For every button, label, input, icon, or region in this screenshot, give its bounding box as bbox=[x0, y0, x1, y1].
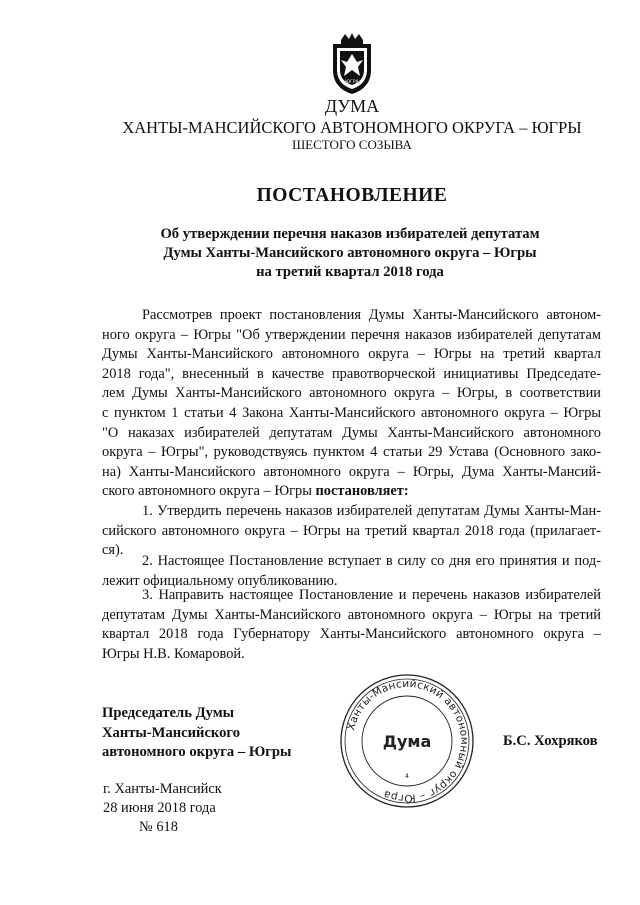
signatory-name: Б.С. Хохряков bbox=[503, 733, 598, 749]
subject-line: Об утверждении перечня наказов избирателей депутатам bbox=[160, 226, 540, 242]
place-of-issue: г. Ханты-Мансийск bbox=[103, 781, 222, 797]
text-line: 1. Утвердить перечень наказов избирателей депутатам Думы Ханты-Ман- bbox=[142, 503, 601, 519]
document-type: ПОСТАНОВЛЕНИЕ bbox=[256, 185, 448, 206]
resolution-item-3 bbox=[102, 586, 601, 664]
text-line: "О наказах избирателей депутатам Думы Ханты-Мансийского автономного bbox=[102, 424, 601, 441]
signatory-title-line: Ханты-Мансийского bbox=[102, 724, 240, 741]
preamble-paragraph bbox=[102, 306, 601, 502]
document-requisites bbox=[103, 780, 222, 837]
coat-of-arms-icon bbox=[327, 32, 377, 96]
text-line: Думы Ханты-Мансийского автономного округа – Югры на третий квартал bbox=[102, 346, 601, 363]
parliament-name: ДУМА bbox=[324, 96, 380, 116]
seal-ring-text: Ханты-Мансийский автономный округ – Югра bbox=[345, 677, 471, 805]
region-name: ХАНТЫ-МАНСИЙСКОГО АВТОНОМНОГО ОКРУГА – ЮГРЫ bbox=[122, 118, 582, 137]
text-line: Рассмотрев проект постановления Думы Ханты-Мансийского автоном- bbox=[142, 307, 601, 323]
signatory-title-line: Председатель Думы bbox=[102, 705, 235, 721]
text-line: Югры Н.В. Комаровой. bbox=[102, 645, 245, 662]
text-line bbox=[102, 482, 601, 502]
document-subject bbox=[30, 225, 640, 282]
signatory-title-line: автономного округа – Югры bbox=[102, 744, 292, 760]
text-line: округа – Югры", руководствуясь пунктом 4 статьи 29 Устава (Основного зако- bbox=[102, 444, 601, 461]
document-number: № 618 bbox=[139, 819, 178, 835]
emblem-text: ЮГРА bbox=[345, 80, 359, 85]
subject-line: на третий квартал 2018 года bbox=[256, 264, 444, 280]
convocation: ШЕСТОГО СОЗЫВА bbox=[292, 137, 412, 152]
text-line-part: ского автономного округа – Югры bbox=[102, 483, 312, 500]
text-line: 2018 года", внесенный в качестве правотворческой инициативы Председате- bbox=[102, 365, 601, 382]
subject-line: Думы Ханты-Мансийского автономного округа – Югры bbox=[163, 245, 537, 261]
text-line: депутатам Думы Ханты-Мансийского автономного округа – Югры на третий bbox=[102, 606, 601, 623]
text-line: 2. Настоящее Постановление вступает в силу со дня его принятия и под- bbox=[142, 553, 601, 569]
resolve-word: постановляет: bbox=[315, 483, 409, 500]
signatory-title bbox=[102, 704, 291, 763]
official-seal bbox=[338, 672, 476, 810]
seal-center-text: Дума bbox=[382, 732, 432, 751]
text-line: квартал 2018 года Губернатору Ханты-Мансийского автономного округа – bbox=[102, 626, 601, 643]
date-of-issue: 28 июня 2018 года bbox=[103, 800, 216, 816]
text-line: сийского автономного округа – Югры на третий квартал 2018 года (прилагает- bbox=[102, 522, 601, 539]
text-line: лем Думы Ханты-Мансийского автономного округа – Югры, в соответствии bbox=[102, 385, 601, 402]
text-line: лежит официальному опубликованию. bbox=[102, 572, 338, 589]
text-line: 3. Направить настоящее Постановление и перечень наказов избирателей bbox=[142, 587, 601, 603]
text-line: ного округа – Югры "Об утверждении перечня наказов избирателей депутатам bbox=[102, 326, 601, 343]
text-line: с пунктом 1 статьи 4 Закона Ханты-Мансийского автономного округа – Югры bbox=[102, 404, 601, 421]
text-line: ся). bbox=[102, 542, 124, 559]
text-line: на) Ханты-Мансийского автономного округа – Югры, Дума Ханты-Мансий- bbox=[102, 463, 601, 480]
seal-mark: 4 bbox=[404, 772, 410, 780]
